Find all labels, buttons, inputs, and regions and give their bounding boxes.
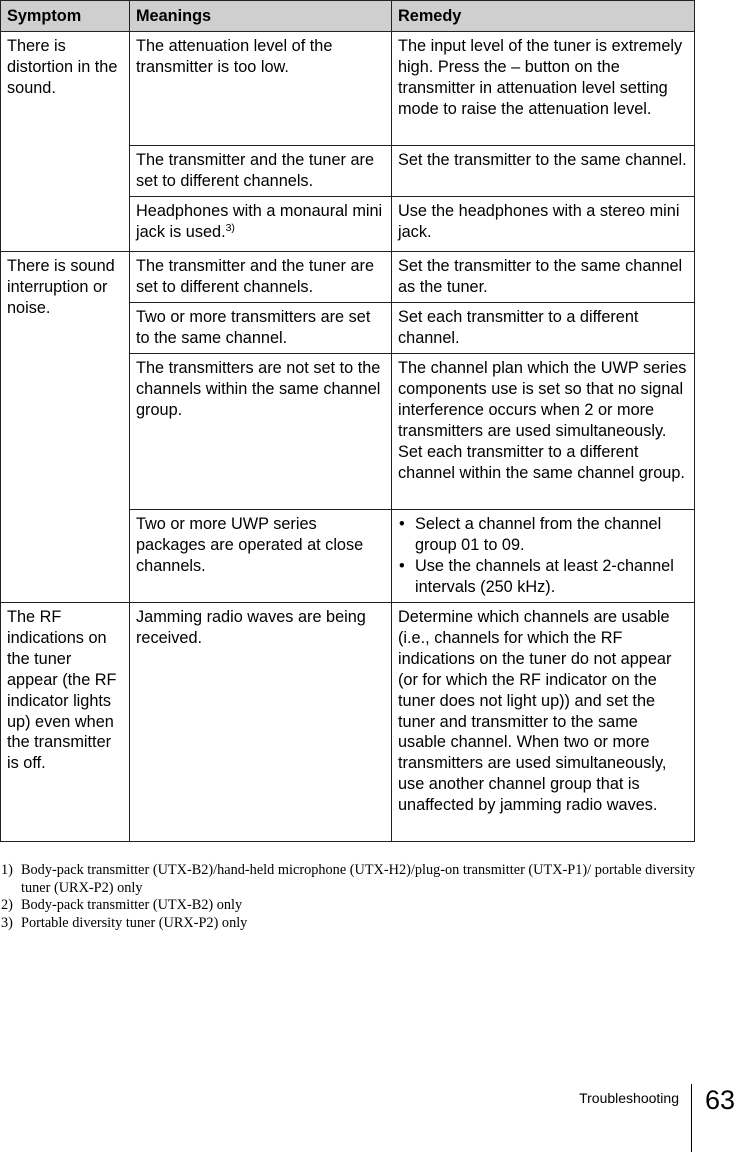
list-item: • Use the channels at least 2-channel intervals (250 kHz). xyxy=(398,556,689,598)
footnote-3 xyxy=(1,915,701,933)
meaning-cell: Two or more transmitters are set to the same channel. xyxy=(130,303,392,354)
meaning-cell: The transmitter and the tuner are set to different channels. xyxy=(130,252,392,303)
header-remedy: Remedy xyxy=(392,1,695,32)
footnote-text: Body-pack transmitter (UTX-B2)/hand-held microphone (UTX-H2)/plug-on transmitter (UTX-P1)/ portable diversity tuner (URX-P2) only xyxy=(21,862,696,896)
symptom-cell: The RF indications on the tuner appear (the RF indicator lights up) even when the transmitter is off. xyxy=(1,603,130,842)
footnote-2 xyxy=(1,897,701,915)
footer-divider xyxy=(691,1084,692,1152)
table-row xyxy=(1,32,695,146)
symptom-cell: There is distortion in the sound. xyxy=(1,32,130,252)
footnote-1 xyxy=(1,862,701,897)
footnote-text: Portable diversity tuner (URX-P2) only xyxy=(21,914,248,931)
footnote-number: 2) xyxy=(1,897,13,914)
remedy-cell: Set the transmitter to the same channel. xyxy=(392,146,695,197)
footer-section-title: Troubleshooting xyxy=(579,1090,679,1106)
table-row xyxy=(1,252,695,303)
footnote-number: 3) xyxy=(1,914,13,931)
header-meanings: Meanings xyxy=(130,1,392,32)
page-number: 63 xyxy=(705,1085,735,1115)
remedy-bullet-list xyxy=(398,514,689,598)
remedy-cell: The input level of the tuner is extremely high. Press the – button on the transmitter in attenuation level setting mode to raise the attenuation level. xyxy=(392,32,695,146)
meaning-cell: The attenuation level of the transmitter is too low. xyxy=(130,32,392,146)
footnotes xyxy=(1,862,701,932)
meaning-text: Headphones with a monaural mini jack is used. xyxy=(136,202,383,241)
meaning-cell xyxy=(130,197,392,252)
footnote-ref: 3) xyxy=(225,221,235,234)
remedy-cell: Set the transmitter to the same channel as the tuner. xyxy=(392,252,695,303)
meaning-cell: Two or more UWP series packages are operated at close channels. xyxy=(130,510,392,603)
remedy-cell: The channel plan which the UWP series components use is set so that no signal interference occurs when 2 or more transmitters are used simultaneously. Set each transmitter to a different channel within the same channel group. xyxy=(392,354,695,510)
remedy-cell xyxy=(392,510,695,603)
symptom-cell: There is sound interruption or noise. xyxy=(1,252,130,603)
remedy-cell: Set each transmitter to a different channel. xyxy=(392,303,695,354)
footnote-text: Body-pack transmitter (UTX-B2) only xyxy=(21,897,243,914)
remedy-cell: Use the headphones with a stereo mini jack. xyxy=(392,197,695,252)
footnote-number: 1) xyxy=(1,862,13,878)
meaning-cell: The transmitters are not set to the channels within the same channel group. xyxy=(130,354,392,510)
meaning-cell: Jamming radio waves are being received. xyxy=(130,603,392,842)
remedy-cell: Determine which channels are usable (i.e., channels for which the RF indications on the tuner do not appear (or for which the RF indicator on the tuner does not light up)) and set the tuner and transmitter to the same usable channel. When two or more transmitters are used simultaneously, use another channel group that is unaffected by jamming radio waves. xyxy=(392,603,695,842)
meaning-cell: The transmitter and the tuner are set to different channels. xyxy=(130,146,392,197)
table-header-row xyxy=(1,1,695,32)
header-symptom: Symptom xyxy=(1,1,130,32)
table-row xyxy=(1,603,695,842)
list-item: • Select a channel from the channel group 01 to 09. xyxy=(398,514,689,556)
